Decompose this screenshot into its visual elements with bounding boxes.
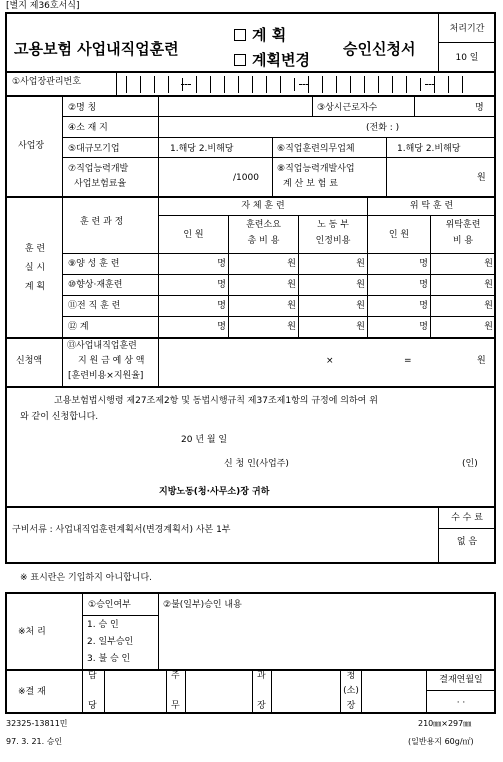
statement-line-2: 와 같이 신청합니다. [20, 412, 99, 422]
processing-period-label: 처리기간 [449, 24, 485, 34]
form-code: 32325-13811민 [6, 719, 68, 728]
name-field[interactable] [160, 97, 310, 116]
self-training-label: 자 체 훈 련 [241, 201, 285, 211]
col-people: 인 원 [183, 230, 204, 240]
site-number-cell-divider [406, 76, 407, 93]
statement-line-1: 고용보험법시행령 제27조제2항 및 동법시행규칙 제37조제1항의 규정에 의하여 위 [54, 396, 378, 406]
site-number-cell-divider [126, 76, 127, 93]
site-number-cell-divider [224, 76, 225, 93]
fee-value: 없 음 [456, 537, 478, 547]
large-company-options[interactable]: 1.해당 2.비해당 [170, 144, 234, 154]
business-group-label: 사업장 [18, 141, 45, 151]
site-number-cell-divider [448, 76, 449, 93]
approval-date-value: · · [456, 698, 466, 708]
calc-label-1: ⑧직업능력개발사업 [277, 164, 355, 174]
site-number-cell-divider [392, 76, 393, 93]
site-number-cell-divider [462, 76, 463, 93]
apply-line-1: ⑬사업내직업훈련 [67, 341, 137, 351]
site-number-cell-divider [364, 76, 365, 93]
workers-label: ③상시근로자수 [317, 103, 378, 113]
option-partial[interactable]: 2. 일부승인 [87, 637, 134, 647]
approval-status-label: ①승인여부 [88, 600, 131, 610]
training-row-label: ⑨양 성 훈 련 [68, 259, 120, 269]
training-cell[interactable]: 명 [419, 280, 428, 290]
training-cell[interactable]: 명 [217, 280, 226, 290]
recipient: 지방노동(청·사무소)장 귀하 [159, 487, 270, 497]
training-cell[interactable]: 원 [484, 301, 493, 311]
training-row-label: ⑩향상·재훈련 [68, 280, 123, 290]
processing-section [5, 592, 496, 714]
mandatory-label: ⑥직업훈련의무업체 [277, 144, 355, 154]
site-number-cell-divider [336, 76, 337, 93]
site-number-cell-divider [238, 76, 239, 93]
disapproval-content-label: ②불(일부)승인 내용 [163, 600, 242, 610]
site-number-cell-divider [322, 76, 323, 93]
col-labor-2: 인정비용 [315, 236, 351, 246]
training-cell[interactable]: 원 [484, 280, 493, 290]
seal-mark: (인) [462, 459, 478, 469]
signer-chief-2: 장 [257, 701, 266, 711]
site-number-dash [181, 84, 191, 85]
rate-label-2: 사업보험료율 [74, 179, 127, 189]
rate-unit: /1000 [233, 173, 259, 183]
training-cell[interactable]: 명 [217, 322, 226, 332]
training-group-label: 훈 련 실 시 계 획 [24, 244, 46, 292]
large-company-label: ⑤대규모기업 [68, 144, 120, 154]
calc-unit: 원 [477, 173, 486, 183]
statement-date: 20 년 월 일 [181, 435, 228, 445]
col-cost-2: 총 비 용 [247, 236, 280, 246]
applicant-label: 신 청 인(사업주) [224, 459, 289, 469]
option-approve[interactable]: 1. 승 인 [87, 620, 119, 630]
title-left: 고용보험 사업내직업훈련 [14, 40, 179, 58]
approval-label: ※결 재 [18, 687, 46, 697]
workers-unit: 명 [475, 103, 484, 113]
apply-group-label: 신청액 [16, 356, 43, 366]
training-cell[interactable]: 원 [356, 280, 365, 290]
signer-head-1: 청 [346, 671, 356, 681]
location-label: ④소 재 지 [68, 123, 108, 133]
site-number-cell-divider [196, 76, 197, 93]
required-documents: 구비서류 : 사업내직업훈련계획서(변경계획서) 사본 1부 [12, 525, 231, 535]
option-reject[interactable]: 3. 불 승 인 [87, 654, 131, 664]
rate-label-1: ⑦직업능력개발 [68, 164, 129, 174]
col-cost-1: 훈련소요 [246, 220, 281, 230]
training-cell[interactable]: 명 [217, 259, 226, 269]
calc-label-2: 계 산 보 험 료 [283, 179, 338, 189]
site-number-dash [299, 84, 309, 85]
apply-line-3: [훈련비용×지원율] [68, 371, 144, 381]
signer-head-3: 장 [346, 701, 356, 711]
site-number-cell-divider [140, 76, 141, 93]
processing-label: ※처 리 [18, 627, 46, 637]
training-cell[interactable]: 명 [419, 322, 428, 332]
checkbox-icon [234, 29, 246, 41]
site-number-cell-divider [420, 78, 421, 91]
mandatory-options[interactable]: 1.해당 2.비해당 [397, 144, 461, 154]
site-number-cell-divider [168, 76, 169, 93]
apply-line-2: 지 원 금 예 상 액 [78, 356, 145, 366]
col-entrust-1: 위탁훈련 [445, 220, 481, 230]
signer-staff-2: 당 [88, 701, 97, 711]
training-cell[interactable]: 원 [356, 259, 365, 269]
name-label: ②명 칭 [68, 103, 97, 113]
multiply-sign: × [326, 356, 334, 366]
checkbox-icon [234, 54, 246, 66]
training-cell[interactable]: 명 [419, 301, 428, 311]
training-cell[interactable]: 명 [419, 259, 428, 269]
training-cell[interactable]: 원 [356, 322, 365, 332]
site-number-cell-divider [154, 76, 155, 93]
approval-date-footer: 97. 3. 21. 승인 [6, 737, 63, 746]
entrusted-training-label: 위 탁 훈 련 [409, 201, 454, 211]
site-number-cell-divider [378, 76, 379, 93]
site-number-cell-divider [280, 76, 281, 93]
apply-unit: 원 [477, 356, 486, 366]
option-plan-change[interactable]: 계획변경 [234, 49, 310, 70]
training-cell[interactable]: 원 [484, 259, 493, 269]
training-cell[interactable]: 명 [217, 301, 226, 311]
processing-period-value: 10 일 [455, 53, 479, 63]
paper-weight: (일반용지 60g/㎡) [408, 737, 474, 746]
notice-text: ※ 표시란은 기입하지 아니합니다. [20, 573, 153, 583]
site-number-cell-divider [266, 76, 267, 93]
col-entrust-2: 비 용 [452, 236, 474, 246]
signer-chief-1: 과 [257, 671, 266, 681]
signer-officer-1: 주 [171, 671, 180, 681]
site-number-cell-divider [350, 76, 351, 93]
training-row-label: ⑪전 직 훈 련 [68, 301, 121, 311]
course-label: 훈 련 과 정 [80, 217, 124, 227]
training-cell[interactable]: 원 [287, 301, 296, 311]
signer-staff-1: 담 [88, 671, 97, 681]
training-cell[interactable]: 원 [287, 259, 296, 269]
paper-size: 210㎜×297㎜ [418, 719, 472, 728]
site-number-cell-divider [210, 76, 211, 93]
option-plan[interactable]: 계 획 [234, 24, 286, 45]
training-row-label: ⑫ 계 [68, 322, 89, 332]
col-labor-1: 노 동 부 [317, 220, 349, 230]
fee-label: 수 수 료 [451, 513, 483, 523]
phone-field[interactable]: (전화 : ) [366, 123, 400, 133]
form-label: [별지 제36호서식] [6, 1, 80, 11]
col-people-2: 인 원 [388, 230, 410, 240]
site-number-cell-divider [294, 78, 295, 91]
training-cell[interactable]: 원 [356, 301, 365, 311]
training-cell[interactable]: 원 [287, 280, 296, 290]
approval-date-label: 결재연월일 [439, 675, 483, 685]
site-number-dash [425, 84, 435, 85]
signer-officer-2: 무 [171, 701, 180, 711]
signer-head-2: (소) [343, 686, 359, 696]
training-cell[interactable]: 원 [484, 322, 493, 332]
site-number-label: ①사업장관리번호 [12, 77, 81, 87]
equals-sign: = [404, 356, 412, 366]
site-number-cell-divider [252, 76, 253, 93]
training-cell[interactable]: 원 [287, 322, 296, 332]
title-right: 승인신청서 [343, 40, 416, 58]
